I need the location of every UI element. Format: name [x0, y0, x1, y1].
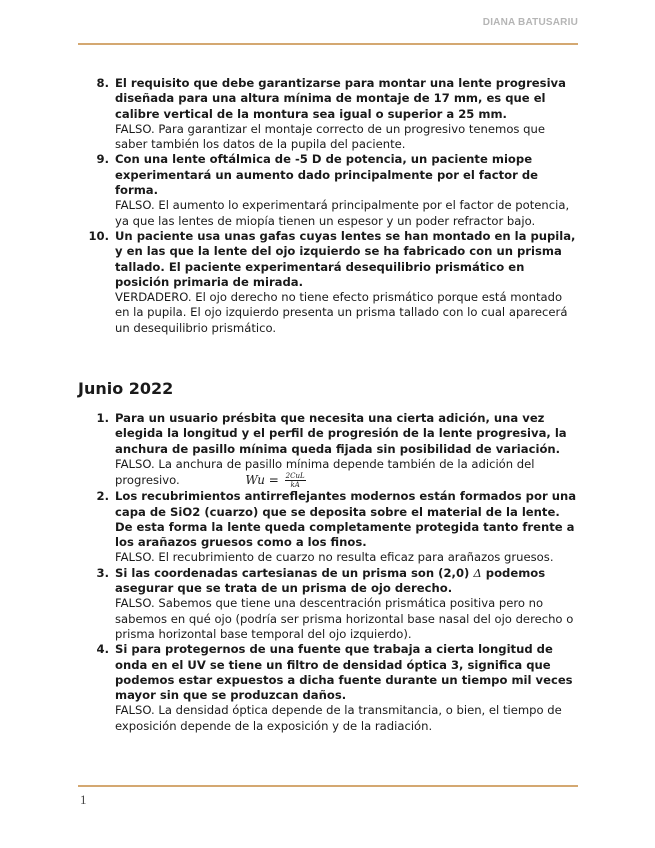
question-number: 2. — [96, 489, 109, 504]
question-number: 9. — [96, 152, 109, 167]
question-text-end: podemos asegurar que se trata de un prisma de ojo derecho. — [115, 565, 546, 596]
answer-text: FALSO. El aumento lo experimentará principalmente por el factor de potencia, ya que las lentes de miopía tienen un espesor y un poder refractor bajo. — [115, 198, 570, 228]
question-item — [78, 642, 580, 734]
question-text: Si para protegernos de una fuente que trabaja a cierta longitud de onda en el UV se tiene un filtro de densidad óptica 3, significa que podemos estar expuestos a dicha fuente durante un tiempo mil veces mayor sin que se produzcan daños. — [115, 642, 573, 703]
question-text-start: Si las coordenadas cartesianas de un prisma son (2,0) — [115, 565, 470, 580]
question-text: El requisito que debe garantizarse para montar una lente progresiva diseñada para una altura mínima de montaje de 17 mm, es que el calibre vertical de la montura sea igual o superior a 25 mm. — [115, 76, 566, 121]
header-rule — [78, 43, 578, 45]
answer-text: FALSO. La densidad óptica depende de la transmitancia, o bien, el tiempo de exposición depende de la exposición y de la radiación. — [115, 703, 562, 733]
question-item — [78, 489, 580, 565]
question-item — [78, 566, 580, 642]
answer-text-body: FALSO. La anchura de pasillo mínima depende también de la adición del progresivo. — [115, 456, 535, 488]
formula-lhs: Wu = — [245, 473, 279, 488]
question-text: Los recubrimientos antirreflejantes modernos están formados por una capa de SiO2 (cuarzo) que se deposita sobre el material de la lente. De esta forma la lente queda completamente protegida tanto frente a los arañazos gruesos como a los finos. — [115, 489, 577, 550]
question-item — [78, 229, 580, 336]
question-number: 10. — [88, 228, 109, 243]
question-item — [78, 76, 580, 152]
answer-text: FALSO. Sabemos que tiene una descentración prismática positiva pero no sabemos en qué ojo (podría ser prisma horizontal base nasal del ojo derecho o prisma horizontal base temporal del ojo izquierdo). — [115, 596, 574, 641]
question-number: 3. — [96, 565, 109, 580]
answer-text — [115, 457, 580, 489]
question-text: Con una lente oftálmica de -5 D de potencia, un paciente miope experimentará un aumento dado principalmente por el factor de forma. — [115, 152, 539, 198]
answer-text: VERDADERO. El ojo derecho no tiene efecto prismático porque está montado en la pupila. El ojo izquierdo presenta un prisma tallado con lo cual aparecerá un desequilibrio prismático. — [115, 290, 568, 335]
question-number: 1. — [96, 411, 109, 426]
question-number: 8. — [96, 76, 109, 90]
answer-text: FALSO. El recubrimiento de cuarzo no resulta eficaz para arañazos gruesos. — [115, 550, 554, 565]
question-item — [78, 152, 580, 228]
question-list-previous — [78, 76, 580, 336]
formula-numerator: 2CuL — [285, 472, 305, 481]
page-number: 1 — [80, 792, 87, 807]
question-number: 4. — [96, 642, 109, 657]
question-text — [115, 566, 580, 597]
section-title: Junio 2022 — [78, 379, 174, 399]
question-text: Para un usuario présbita que necesita una cierta adición, una vez elegida la longitud y el perfil de progresión de la lente progresiva, la anchura de pasillo mínima queda fijada sin posibilidad de variación. — [115, 411, 567, 456]
page-content — [78, 76, 580, 734]
header-author: DIANA BATUSARIU — [482, 17, 578, 28]
answer-text: FALSO. Para garantizar el montaje correcto de un progresivo tenemos que saber también los datos de la pupila del paciente. — [115, 121, 545, 152]
question-item — [78, 411, 580, 489]
formula-denominator: kA — [290, 481, 300, 490]
formula-fraction — [285, 472, 306, 489]
prism-diopter-symbol: Δ — [473, 565, 482, 580]
footer-rule — [78, 785, 578, 787]
question-list-junio-2022 — [78, 411, 580, 734]
formula — [245, 472, 305, 490]
question-text: Un paciente usa unas gafas cuyas lentes se han montado en la pupila, y en las que la lente del ojo izquierdo se ha fabricado con un prisma tallado. El paciente experimentará desequilibrio prismático en posición primaria de mirada. — [115, 228, 576, 289]
